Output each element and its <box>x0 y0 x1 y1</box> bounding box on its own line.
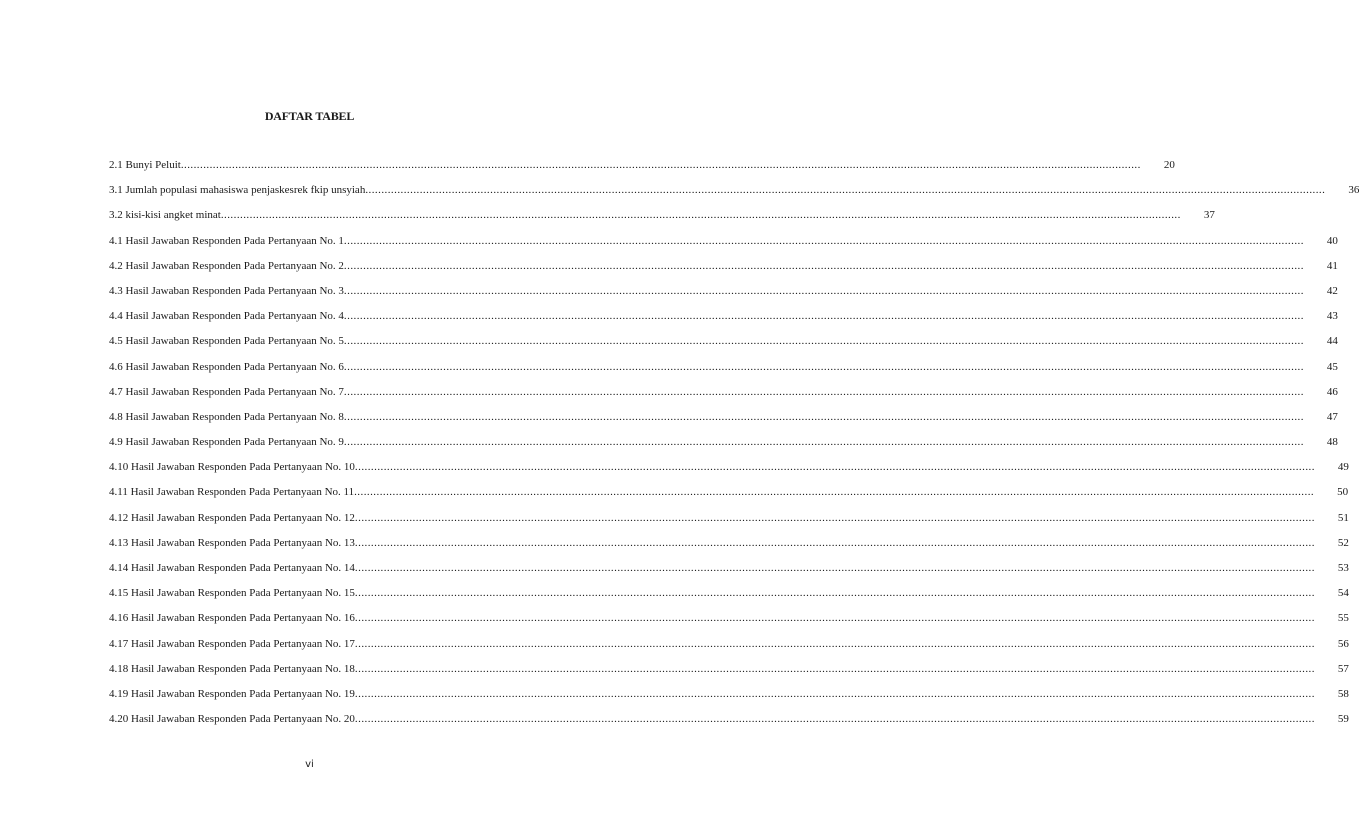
toc-entry[interactable] <box>109 536 1349 561</box>
toc-entry[interactable] <box>109 360 1338 385</box>
toc-leader-dots: ............................................................................................................................................................................................................................................................................................................ <box>354 461 1315 474</box>
toc-entry-label: 4.16 Hasil Jawaban Responden Pada Pertanyaan No. 16 <box>109 612 355 625</box>
toc-leader-dots: ............................................................................................................................................................................................................................................................................................................ <box>354 713 1315 726</box>
toc-entry-page-number: 54 <box>1337 587 1349 600</box>
toc-leader-dots: ............................................................................................................................................................................................................................................................................................................ <box>343 410 1304 423</box>
toc-entry-label: 4.2 Hasil Jawaban Responden Pada Pertanyaan No. 2 <box>109 259 344 272</box>
toc-entry-label: 3.2 kisi-kisi angket minat <box>109 209 221 222</box>
toc-entry-label: 4.15 Hasil Jawaban Responden Pada Pertanyaan No. 15 <box>109 587 355 600</box>
toc-leader-dots: ............................................................................................................................................................................................................................................................................................................ <box>354 662 1315 675</box>
toc-leader-dots: ............................................................................................................................................................................................................................................................................................................ <box>354 587 1315 600</box>
toc-leader-dots: ............................................................................................................................................................................................................................................................................................................ <box>365 184 1326 197</box>
toc-entry-page-number: 51 <box>1337 511 1349 524</box>
toc-entry-label: 4.20 Hasil Jawaban Responden Pada Pertanyaan No. 20 <box>109 713 355 726</box>
toc-entry[interactable] <box>109 309 1338 334</box>
toc-leader-dots: ............................................................................................................................................................................................................................................................................................................ <box>354 536 1315 549</box>
toc-leader-dots: ............................................................................................................................................................................................................................................................................................................ <box>343 234 1304 247</box>
toc-leader-dots: ............................................................................................................................................................................................................................................................................................................ <box>343 335 1304 348</box>
toc-entry-page-number: 40 <box>1326 234 1338 247</box>
toc-entry-page-number: 43 <box>1326 310 1338 323</box>
toc-entry-label: 4.17 Hasil Jawaban Responden Pada Pertanyaan No. 17 <box>109 637 355 650</box>
toc-entry[interactable] <box>109 385 1338 410</box>
table-of-tables <box>109 158 1359 737</box>
toc-entry-label: 4.7 Hasil Jawaban Responden Pada Pertanyaan No. 7 <box>109 385 344 398</box>
toc-entry-label: 4.5 Hasil Jawaban Responden Pada Pertanyaan No. 5 <box>109 335 344 348</box>
toc-entry[interactable] <box>109 259 1338 284</box>
toc-entry[interactable] <box>109 485 1349 510</box>
toc-leader-dots: ............................................................................................................................................................................................................................................................................................................ <box>343 385 1304 398</box>
toc-entry-page-number: 53 <box>1337 562 1349 574</box>
toc-entry[interactable] <box>109 208 1215 233</box>
toc-entry-label: 4.1 Hasil Jawaban Responden Pada Pertanyaan No. 1 <box>109 234 344 247</box>
toc-entry[interactable] <box>109 586 1349 611</box>
toc-entry-page-number: 48 <box>1326 436 1338 449</box>
toc-leader-dots: ............................................................................................................................................................................................................................................................................................................ <box>354 562 1315 574</box>
toc-entry-label: 4.12 Hasil Jawaban Responden Pada Pertanyaan No. 12 <box>109 511 355 524</box>
toc-entry[interactable] <box>109 284 1338 309</box>
toc-entry-label: 4.8 Hasil Jawaban Responden Pada Pertanyaan No. 8 <box>109 410 344 423</box>
toc-entry-page-number: 44 <box>1326 335 1338 348</box>
toc-entry-page-number: 46 <box>1326 385 1338 398</box>
toc-entry[interactable] <box>109 511 1349 536</box>
toc-entry[interactable] <box>109 234 1338 259</box>
toc-leader-dots: ............................................................................................................................................................................................................................................................................................................ <box>354 687 1315 700</box>
toc-leader-dots: ............................................................................................................................................................................................................................................................................................................ <box>220 209 1181 222</box>
toc-entry-label: 4.9 Hasil Jawaban Responden Pada Pertanyaan No. 9 <box>109 436 344 449</box>
toc-leader-dots: ............................................................................................................................................................................................................................................................................................................ <box>354 637 1315 650</box>
toc-entry[interactable] <box>109 611 1349 636</box>
toc-entry-label: 3.1 Jumlah populasi mahasiswa penjaskesrek fkip unsyiah <box>109 184 366 197</box>
toc-entry-page-number: 59 <box>1337 713 1349 726</box>
toc-leader-dots: ............................................................................................................................................................................................................................................................................................................ <box>343 284 1304 297</box>
toc-entry-page-number: 52 <box>1337 536 1349 549</box>
toc-leader-dots: ............................................................................................................................................................................................................................................................................................................ <box>343 259 1304 272</box>
toc-entry-page-number: 47 <box>1326 410 1338 423</box>
toc-entry[interactable] <box>109 410 1338 435</box>
toc-entry[interactable] <box>109 158 1175 183</box>
toc-entry[interactable] <box>109 662 1349 687</box>
toc-entry-label: 4.18 Hasil Jawaban Responden Pada Pertanyaan No. 18 <box>109 662 355 675</box>
toc-entry-page-number: 55 <box>1337 612 1349 625</box>
toc-entry[interactable] <box>109 460 1349 485</box>
page-number: vi <box>305 759 314 770</box>
toc-entry-label: 4.4 Hasil Jawaban Responden Pada Pertanyaan No. 4 <box>109 310 344 323</box>
toc-entry-page-number: 42 <box>1326 284 1338 297</box>
toc-entry-label: 2.1 Bunyi Peluit <box>109 159 181 171</box>
toc-entry-label: 4.11 Hasil Jawaban Responden Pada Pertanyaan No. 11 <box>109 486 355 499</box>
toc-entry[interactable] <box>109 561 1349 586</box>
toc-entry-page-number: 45 <box>1326 360 1338 373</box>
toc-entry[interactable] <box>109 687 1349 712</box>
toc-entry-label: 4.10 Hasil Jawaban Responden Pada Pertanyaan No. 10 <box>109 461 355 474</box>
toc-leader-dots: ............................................................................................................................................................................................................................................................................................................ <box>354 612 1315 625</box>
toc-entry-page-number: 36 <box>1348 184 1359 197</box>
toc-entry-label: 4.14 Hasil Jawaban Responden Pada Pertanyaan No. 14 <box>109 562 355 574</box>
toc-leader-dots: ............................................................................................................................................................................................................................................................................................................ <box>343 310 1304 323</box>
toc-entry-label: 4.19 Hasil Jawaban Responden Pada Pertanyaan No. 19 <box>109 687 355 700</box>
toc-entry-page-number: 50 <box>1337 486 1349 499</box>
toc-entry-page-number: 56 <box>1337 637 1349 650</box>
toc-entry-label: 4.6 Hasil Jawaban Responden Pada Pertanyaan No. 6 <box>109 360 344 373</box>
page-title: DAFTAR TABEL <box>264 109 355 123</box>
toc-leader-dots: ............................................................................................................................................................................................................................................................................................................ <box>180 159 1141 171</box>
toc-entry[interactable] <box>109 334 1338 359</box>
toc-entry-label: 4.3 Hasil Jawaban Responden Pada Pertanyaan No. 3 <box>109 284 344 297</box>
toc-entry[interactable] <box>109 183 1359 208</box>
toc-entry-page-number: 57 <box>1337 662 1349 675</box>
toc-entry[interactable] <box>109 637 1349 662</box>
toc-entry-page-number: 41 <box>1326 259 1338 272</box>
toc-leader-dots: ............................................................................................................................................................................................................................................................................................................ <box>343 436 1304 449</box>
toc-entry-page-number: 20 <box>1163 159 1175 171</box>
toc-entry-page-number: 37 <box>1203 209 1215 222</box>
toc-entry-page-number: 49 <box>1337 461 1349 474</box>
toc-leader-dots: ............................................................................................................................................................................................................................................................................................................ <box>343 360 1304 373</box>
toc-entry[interactable] <box>109 435 1338 460</box>
toc-leader-dots: ............................................................................................................................................................................................................................................................................................................ <box>354 486 1315 499</box>
toc-entry[interactable] <box>109 712 1349 737</box>
toc-entry-label: 4.13 Hasil Jawaban Responden Pada Pertanyaan No. 13 <box>109 536 355 549</box>
toc-leader-dots: ............................................................................................................................................................................................................................................................................................................ <box>354 511 1315 524</box>
toc-entry-page-number: 58 <box>1337 687 1349 700</box>
